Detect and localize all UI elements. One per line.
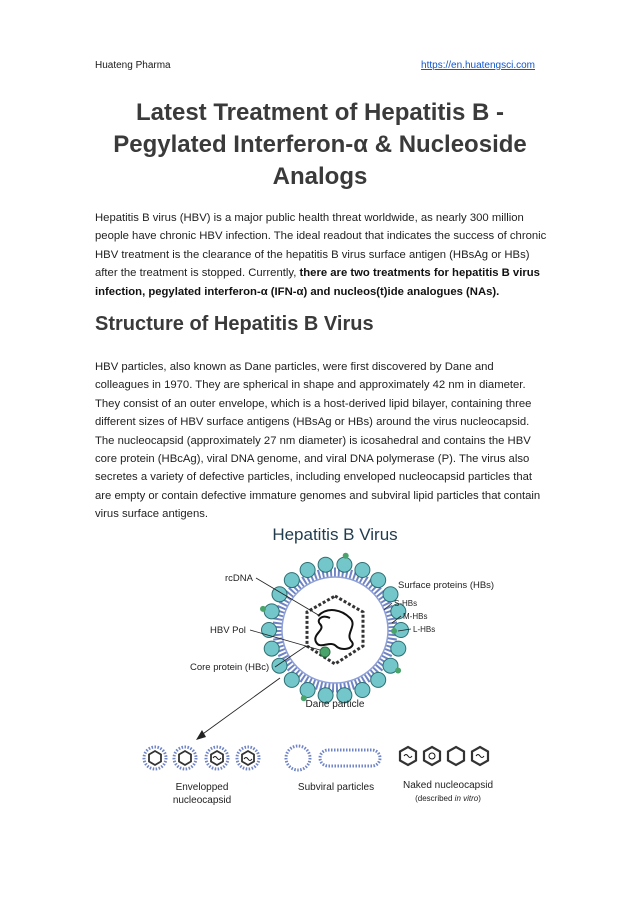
- hbv-pol-dot: [320, 647, 330, 657]
- label-enveloped-line2: nucleocapsid: [172, 795, 232, 806]
- page-title: Latest Treatment of Hepatitis B - Pegylated Interferon-α & Nucleoside Analogs: [113, 99, 527, 190]
- website-link[interactable]: https://en.huatengsci.com: [421, 60, 535, 71]
- surface-protein-bead: [284, 573, 299, 588]
- arrow-line: [200, 678, 280, 736]
- hbv-diagram: [130, 518, 550, 818]
- surface-protein-bead: [264, 641, 279, 656]
- label-core-protein: Core protein (HBc): [190, 662, 270, 673]
- surface-protein-bead: [355, 563, 370, 578]
- naked-nucleocapsid-group: [400, 747, 488, 765]
- structure-paragraph: HBV particles, also known as Dane particles, were first discovered by Dane and colleagues in 1970. They are spherical in shape and approximately 42 nm in diameter. They consist of an outer envelope, which is a host-derived lipid bilayer, containing three different sizes of HBV surface antigens (HBsAg or HBs) around the virus nucleocapsid. The nucleocapsid (approximately 27 nm diameter) is icosahedral and contains the HBV core protein (HBcAg), viral DNA genome, and viral DNA polymerase (P). The virus also secretes a variety of defective particles, including enveloped nucleocapsid particles that are empty or contain defective immature genomes and subviral lipid particles that contain virus surface antigens.: [95, 361, 541, 521]
- section-heading: Structure of Hepatitis B Virus: [95, 313, 374, 335]
- intro-text: Hepatitis B virus (HBV) is a major public health threat worldwide, as nearly 300 million people have chronic HBV infection. The ideal readout that indicates the success of chronic HBV treatment is the clearance of the hepatitis B virus surface antigen (HBsAg or HBs) after the treatment is stopped. Currently,: [95, 212, 547, 280]
- surface-protein-bead: [355, 683, 370, 698]
- label-naked-note: (described in vitro): [415, 794, 481, 803]
- l-hbs-protein-dot: [343, 553, 349, 559]
- l-hbs-protein-dot: [260, 606, 266, 612]
- surface-protein-bead: [391, 641, 406, 656]
- l-hbs-marker: [391, 628, 397, 634]
- surface-protein-bead: [371, 573, 386, 588]
- label-dane-particle: Dane particle: [305, 699, 365, 710]
- label-enveloped-line1: Envelopped: [175, 782, 229, 793]
- surface-protein-bead: [300, 563, 315, 578]
- surface-protein-bead: [264, 604, 279, 619]
- figure-title: Hepatitis B Virus: [272, 525, 398, 544]
- surface-protein-bead: [300, 683, 315, 698]
- label-subviral: Subviral particles: [297, 782, 375, 793]
- brand-name: Huateng Pharma: [95, 60, 171, 71]
- label-rcdna: rcDNA: [225, 573, 253, 584]
- intro-paragraph: [95, 209, 547, 301]
- label-hbv-pol: HBV Pol: [210, 625, 246, 636]
- label-naked: Naked nucleocapsid: [402, 780, 494, 791]
- intro-bold-text: there are two treatments for hepatitis B virus infection, pegylated interferon-α (IFN-α) and nucleos(t)ide analogues (NAs).: [95, 267, 540, 298]
- label-l-hbs: L-HBs: [413, 625, 436, 634]
- surface-protein-bead: [337, 557, 352, 572]
- enveloped-nucleocapsid-group: [144, 747, 259, 769]
- label-m-hbs: M-HBs: [403, 612, 428, 621]
- arrow-head: [196, 730, 206, 740]
- surface-protein-bead: [371, 672, 386, 687]
- dane-particle-drawing: [260, 553, 409, 703]
- surface-protein-bead: [318, 557, 333, 572]
- label-surface-proteins: Surface proteins (HBs): [398, 580, 495, 591]
- page-header: [95, 60, 535, 76]
- subviral-particles-group: [286, 746, 380, 770]
- surface-protein-bead: [284, 672, 299, 687]
- l-hbs-protein-dot: [395, 668, 401, 674]
- label-s-hbs: S-HBs: [394, 599, 418, 608]
